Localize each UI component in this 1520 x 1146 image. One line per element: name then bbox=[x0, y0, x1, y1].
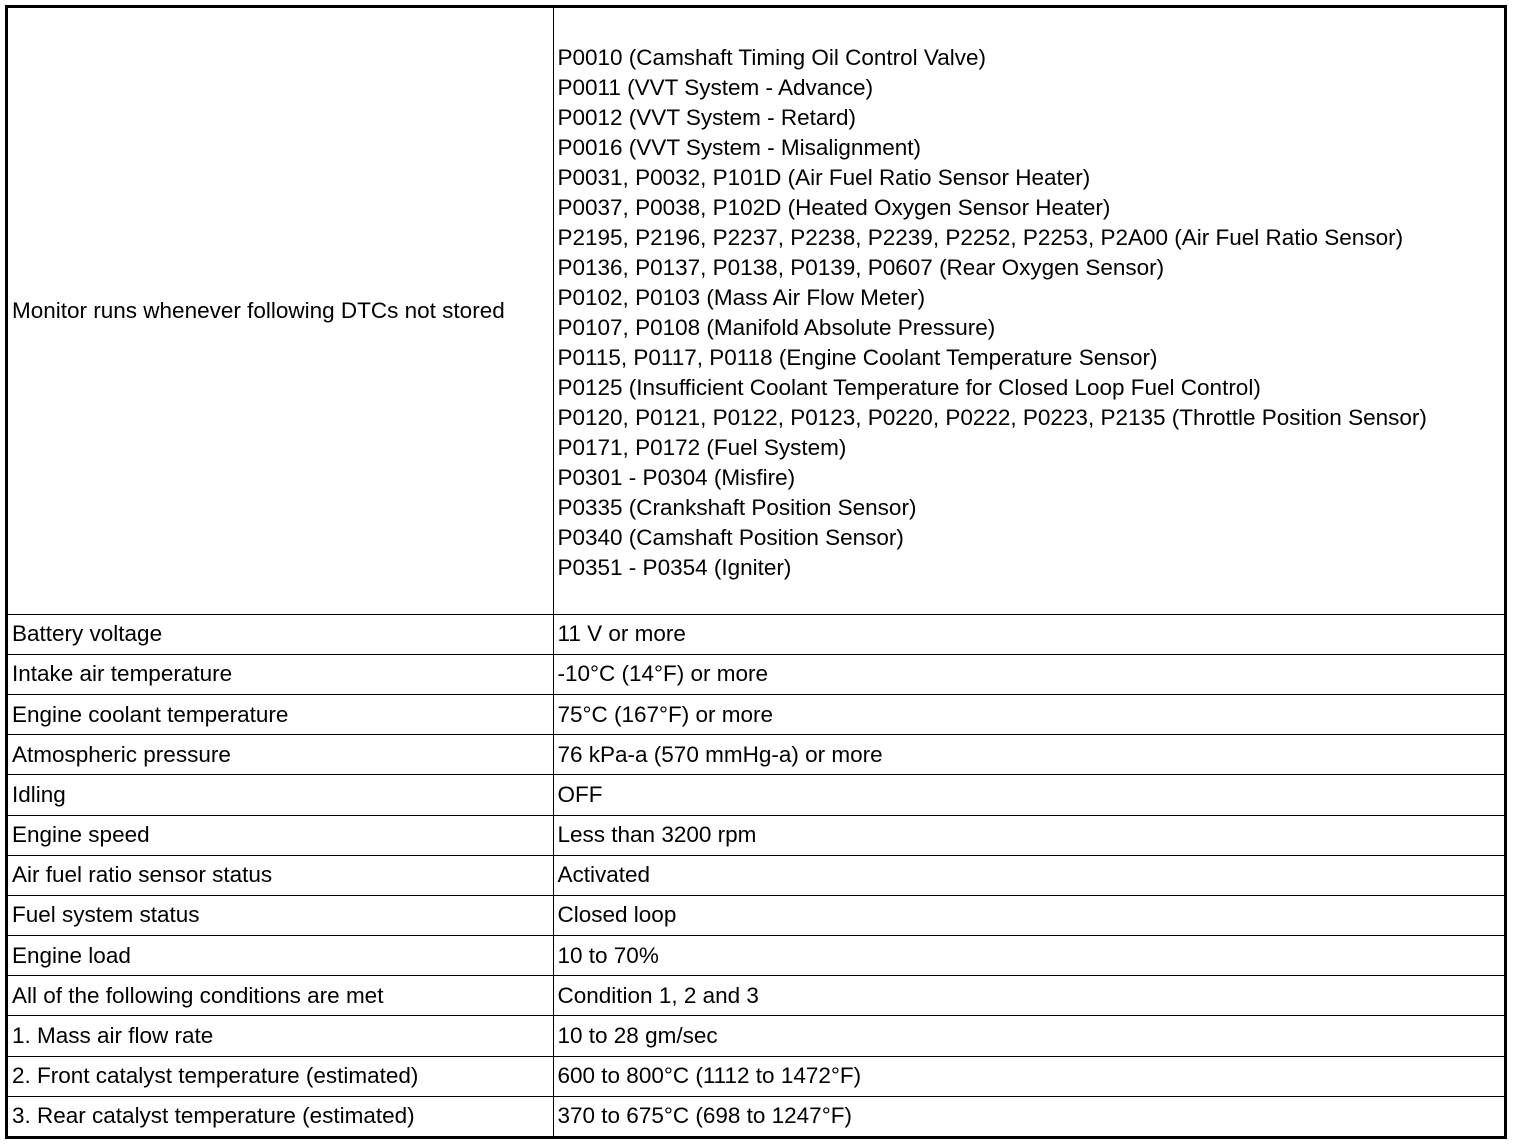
table-row bbox=[8, 1056, 1504, 1096]
table-row bbox=[8, 614, 1504, 654]
row-label: Engine load bbox=[8, 936, 553, 976]
dtc-item: P2195, P2196, P2237, P2238, P2239, P2252, P2253, P2A00 (Air Fuel Ratio Sensor) bbox=[557, 225, 1404, 251]
table-row bbox=[8, 815, 1504, 855]
table-row bbox=[8, 1016, 1504, 1056]
dtc-item: P0301 - P0304 (Misfire) bbox=[557, 465, 796, 491]
row-value: 370 to 675°C (698 to 1247°F) bbox=[553, 1096, 1504, 1136]
table-row bbox=[8, 8, 1504, 614]
row-value: 11 V or more bbox=[553, 614, 1504, 654]
dtc-item: P0340 (Camshaft Position Sensor) bbox=[557, 525, 904, 551]
row-value: 76 kPa-a (570 mmHg-a) or more bbox=[553, 735, 1504, 775]
row-label: 2. Front catalyst temperature (estimated) bbox=[8, 1056, 553, 1096]
row-value: 10 to 28 gm/sec bbox=[553, 1016, 1504, 1056]
row-label: Fuel system status bbox=[8, 895, 553, 935]
dtc-item: P0016 (VVT System - Misalignment) bbox=[557, 135, 921, 161]
row-label: 1. Mass air flow rate bbox=[8, 1016, 553, 1056]
row-label: Monitor runs whenever following DTCs not stored bbox=[8, 8, 553, 614]
row-value: Less than 3200 rpm bbox=[553, 815, 1504, 855]
dtc-item: P0115, P0117, P0118 (Engine Coolant Temperature Sensor) bbox=[557, 345, 1158, 371]
row-value: Closed loop bbox=[553, 895, 1504, 935]
dtc-item: P0107, P0108 (Manifold Absolute Pressure) bbox=[557, 315, 996, 341]
dtc-item: P0012 (VVT System - Retard) bbox=[557, 105, 856, 131]
dtc-item: P0037, P0038, P102D (Heated Oxygen Sensor Heater) bbox=[557, 195, 1111, 221]
dtc-item: P0102, P0103 (Mass Air Flow Meter) bbox=[557, 285, 926, 311]
table-row bbox=[8, 654, 1504, 694]
table-row bbox=[8, 775, 1504, 815]
dtc-item: P0351 - P0354 (Igniter) bbox=[557, 555, 792, 581]
row-label: Engine speed bbox=[8, 815, 553, 855]
table-row bbox=[8, 936, 1504, 976]
dtc-item: P0335 (Crankshaft Position Sensor) bbox=[557, 495, 917, 521]
row-value: Activated bbox=[553, 855, 1504, 895]
row-label: All of the following conditions are met bbox=[8, 976, 553, 1016]
row-label: Idling bbox=[8, 775, 553, 815]
row-label: Air fuel ratio sensor status bbox=[8, 855, 553, 895]
row-label: Atmospheric pressure bbox=[8, 735, 553, 775]
dtc-item: P0011 (VVT System - Advance) bbox=[557, 75, 874, 101]
row-value: 75°C (167°F) or more bbox=[553, 694, 1504, 734]
table-row bbox=[8, 735, 1504, 775]
row-label: 3. Rear catalyst temperature (estimated) bbox=[8, 1096, 553, 1136]
row-value: 10 to 70% bbox=[553, 936, 1504, 976]
dtc-item: P0171, P0172 (Fuel System) bbox=[557, 435, 847, 461]
dtc-item: P0136, P0137, P0138, P0139, P0607 (Rear Oxygen Sensor) bbox=[557, 255, 1165, 281]
row-value: -10°C (14°F) or more bbox=[553, 654, 1504, 694]
row-label: Intake air temperature bbox=[8, 654, 553, 694]
table-row bbox=[8, 1096, 1504, 1136]
table-row bbox=[8, 694, 1504, 734]
row-value: Condition 1, 2 and 3 bbox=[553, 976, 1504, 1016]
table-row bbox=[8, 976, 1504, 1016]
dtc-item: P0031, P0032, P101D (Air Fuel Ratio Sensor Heater) bbox=[557, 165, 1091, 191]
row-label: Battery voltage bbox=[8, 614, 553, 654]
row-value: 600 to 800°C (1112 to 1472°F) bbox=[553, 1056, 1504, 1096]
dtc-item: P0010 (Camshaft Timing Oil Control Valve) bbox=[557, 45, 986, 71]
dtc-list bbox=[553, 8, 1504, 614]
row-value: OFF bbox=[553, 775, 1504, 815]
row-label: Engine coolant temperature bbox=[8, 694, 553, 734]
monitor-conditions-table bbox=[8, 8, 1504, 1136]
dtc-item: P0125 (Insufficient Coolant Temperature for Closed Loop Fuel Control) bbox=[557, 375, 1261, 401]
dtc-item: P0120, P0121, P0122, P0123, P0220, P0222, P0223, P2135 (Throttle Position Sensor) bbox=[557, 405, 1427, 431]
conditions-table-frame bbox=[5, 5, 1507, 1139]
table-row bbox=[8, 855, 1504, 895]
table-row bbox=[8, 895, 1504, 935]
